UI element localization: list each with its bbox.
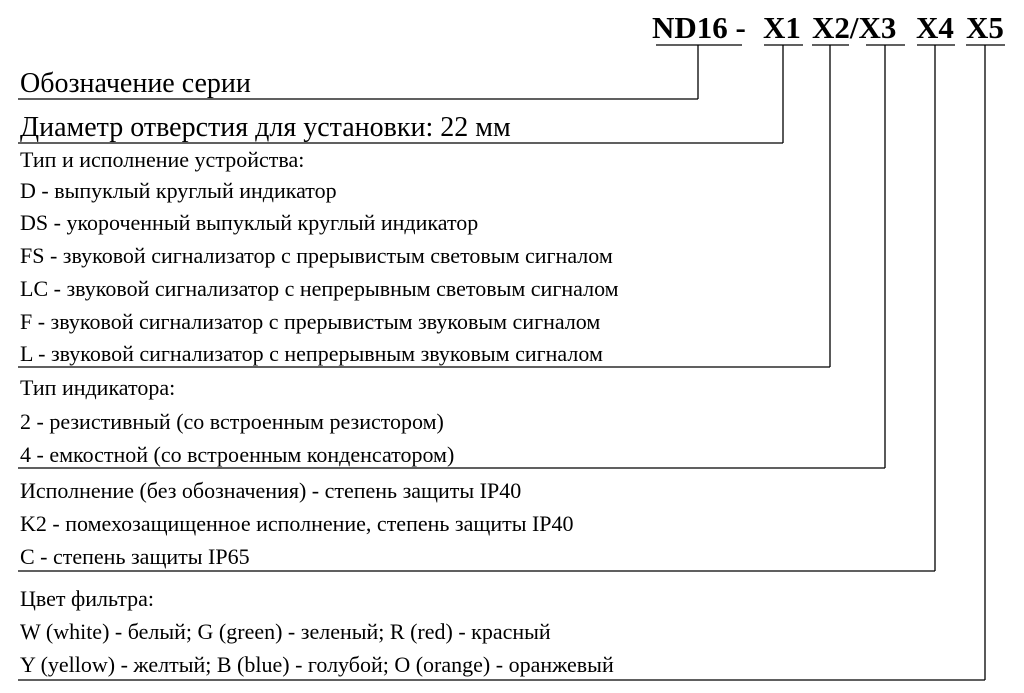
filter-item: W (white) - белый; G (green) - зеленый; R (red) - красный (20, 619, 551, 644)
execution-item: C - степень защиты IP65 (20, 544, 250, 569)
device-item: FS - звуковой сигнализатор с прерывистым световым сигналом (20, 243, 613, 268)
diameter-label: Диаметр отверстия для установки: 22 мм (20, 112, 511, 143)
device-item: D - выпуклый круглый индикатор (20, 178, 337, 203)
execution-item: K2 - помехозащищенное исполнение, степень защиты IP40 (20, 511, 574, 536)
series-label: Обозначение серии (20, 68, 251, 99)
code-prefix: ND16 - (652, 10, 754, 45)
indicator-item: 2 - резистивный (со встроенным резистором) (20, 409, 444, 434)
device-item: LC - звуковой сигнализатор с непрерывным световым сигналом (20, 276, 619, 301)
code-x5: X5 (966, 10, 1004, 45)
code-x1: X1 (763, 10, 801, 45)
indicator-item: 4 - емкостной (со встроенным конденсатором) (20, 442, 455, 467)
execution-item: Исполнение (без обозначения) - степень защиты IP40 (20, 478, 522, 503)
code-x2x3: X2/X3 (812, 10, 897, 45)
device-title: Тип и исполнение устройства: (20, 147, 305, 172)
filter-item: Y (yellow) - желтый; B (blue) - голубой; O (orange) - оранжевый (20, 652, 614, 677)
code-x4: X4 (916, 10, 954, 45)
indicator-title: Тип индикатора: (20, 375, 176, 400)
device-item: F - звуковой сигнализатор с прерывистым звуковым сигналом (20, 309, 601, 334)
device-item: DS - укороченный выпуклый круглый индикатор (20, 210, 479, 235)
device-item: L - звуковой сигнализатор с непрерывным звуковым сигналом (20, 341, 603, 366)
filter-title: Цвет фильтра: (20, 586, 154, 611)
